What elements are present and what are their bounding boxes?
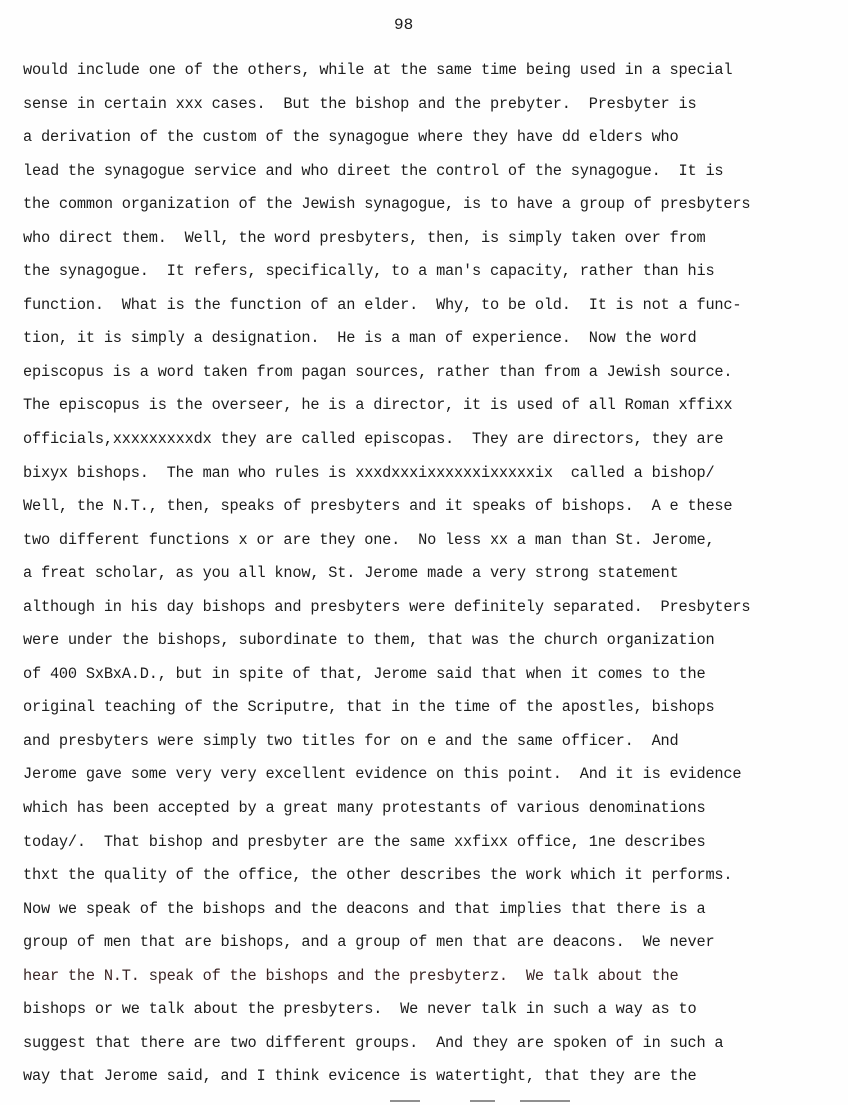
- text-line: of 400 SxBxA.D., but in spite of that, Jerome said that when it comes to the: [23, 664, 706, 683]
- typewritten-body: [23, 54, 843, 1094]
- text-line: way that Jerome said, and I think evicence is watertight, that they are the: [23, 1067, 697, 1086]
- text-line: original teaching of the Scriputre, that in the time of the apostles, bishops: [23, 698, 715, 717]
- text-line: bishops or we talk about the presbyters. We never talk in such a way as to: [23, 1000, 697, 1019]
- text-line: sense in certain xxx cases. But the bishop and the prebyter. Presbyter is: [23, 94, 697, 113]
- text-line: who direct them. Well, the word presbyters, then, is simply taken over from: [23, 228, 706, 247]
- text-line: group of men that are bishops, and a group of men that are deacons. We never: [23, 933, 715, 952]
- text-line: lead the synagogue service and who direet the control of the synagogue. It is: [23, 161, 724, 180]
- text-line: today/. That bishop and presbyter are the same xxfixx office, 1ne describes: [23, 832, 706, 851]
- text-line: tion, it is simply a designation. He is a man of experience. Now the word: [23, 329, 697, 348]
- text-line: and presbyters were simply two titles for on e and the same officer. And: [23, 731, 679, 750]
- page-number: 98: [394, 16, 414, 34]
- text-line: Now we speak of the bishops and the deacons and that implies that there is a: [23, 899, 706, 918]
- scan-mark: [470, 1100, 495, 1102]
- text-line: were under the bishops, subordinate to them, that was the church organization: [23, 631, 715, 650]
- text-line: bixyx bishops. The man who rules is xxxdxxxixxxxxxixxxxxix called a bishop/: [23, 463, 715, 482]
- scan-mark: [520, 1100, 570, 1102]
- text-line: would include one of the others, while at the same time being used in a special: [23, 61, 733, 79]
- scan-mark: [390, 1100, 420, 1102]
- text-line: Well, the N.T., then, speaks of presbyters and it speaks of bishops. A e these: [23, 497, 733, 516]
- text-line: the synagogue. It refers, specifically, to a man's capacity, rather than his: [23, 262, 715, 281]
- text-line: thxt the quality of the office, the other describes the work which it performs.: [23, 866, 733, 885]
- text-line: The episcopus is the overseer, he is a director, it is used of all Roman xffixx: [23, 396, 733, 415]
- text-line: hear the N.T. speak of the bishops and the presbyterz. We talk about the: [23, 966, 679, 985]
- text-line: suggest that there are two different groups. And they are spoken of in such a: [23, 1033, 724, 1052]
- text-line: the common organization of the Jewish synagogue, is to have a group of presbyters: [23, 195, 751, 214]
- text-line: episcopus is a word taken from pagan sources, rather than from a Jewish source.: [23, 362, 733, 381]
- text-line: a freat scholar, as you all know, St. Jerome made a very strong statement: [23, 564, 679, 583]
- text-line: which has been accepted by a great many protestants of various denominations: [23, 799, 706, 818]
- text-line: although in his day bishops and presbyters were definitely separated. Presbyters: [23, 597, 751, 616]
- text-line: two different functions x or are they one. No less xx a man than St. Jerome,: [23, 530, 715, 549]
- text-line: a derivation of the custom of the synagogue where they have dd elders who: [23, 128, 679, 147]
- scan-artifact-marks: [380, 1100, 620, 1103]
- text-line: officials,xxxxxxxxxdx they are called episcopas. They are directors, they are: [23, 430, 724, 449]
- text-line: Jerome gave some very very excellent evidence on this point. And it is evidence: [23, 765, 742, 784]
- text-line: function. What is the function of an elder. Why, to be old. It is not a func-: [23, 295, 742, 314]
